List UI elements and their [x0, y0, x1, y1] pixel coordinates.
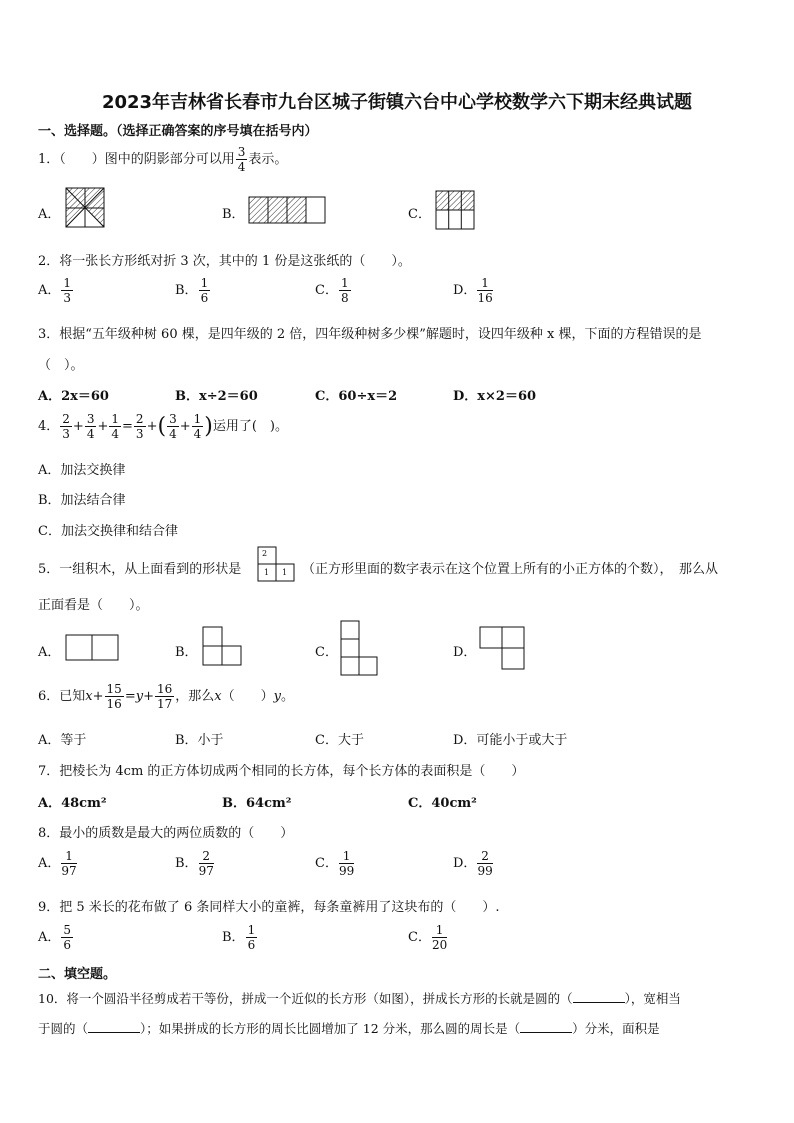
question-4: 4． $\frac{2}{3}$ + $\frac{3}{4}$ + $\frac{1}{4}$ = $\frac{2}{3}$ +( $\frac{3}{4}$ + $\frac{1}{4}$ )运用了( )。	[38, 412, 288, 441]
q1-figure-b	[249, 197, 325, 223]
q5-grid-number: 2	[262, 549, 268, 558]
q5-option-c[interactable]: C．	[315, 645, 338, 660]
q8-option-b[interactable]: B． $\frac{2}{97}$	[175, 849, 214, 878]
q7-option-a[interactable]: A．48cm²	[38, 796, 107, 811]
q4-option-a[interactable]: A．加法交换律	[38, 463, 126, 478]
q1-suffix: 表示。	[248, 152, 288, 167]
question-3-line2: （ ）。	[38, 358, 84, 373]
q8-option-d[interactable]: D． $\frac{2}{99}$	[453, 849, 493, 878]
q6-option-c[interactable]: C．大于	[315, 733, 364, 748]
q3-option-a[interactable]: A．2x＝60	[38, 389, 109, 404]
q4-option-b[interactable]: B．加法结合律	[38, 493, 126, 508]
q7-option-c[interactable]: C．40cm²	[408, 796, 477, 811]
q4-option-c[interactable]: C．加法交换律和结合律	[38, 524, 178, 539]
q7-option-b[interactable]: B．64cm²	[222, 796, 292, 811]
q3-option-d[interactable]: D．x×2＝60	[453, 389, 537, 404]
q8-option-c[interactable]: C． $\frac{1}{99}$	[315, 849, 355, 878]
q5-figure-c	[341, 621, 377, 675]
question-6: 6．已知x+ $\frac{15}{16}$ =y+ $\frac{16}{17}$ ，那么x（ ）y。	[38, 682, 295, 711]
q1-option-b[interactable]: B．	[222, 207, 245, 222]
q10-blank-2[interactable]	[88, 1020, 140, 1033]
question-10-line1: 10．将一个圆沿半径剪成若干等份，拼成一个近似的长方形（如图），拼成长方形的长就是圆的（ ），宽相当	[38, 991, 681, 1006]
q2-option-a[interactable]: A． $\frac{1}{3}$	[38, 276, 72, 305]
q5-option-a[interactable]: A．	[38, 645, 61, 660]
q9-option-a[interactable]: A． $\frac{5}{6}$	[38, 923, 72, 952]
q5-figure-b	[203, 627, 241, 665]
question-5-suffix: （正方形里面的数字表示在这个位置上所有的小正方体的个数）， 那么从	[302, 562, 719, 577]
q5-figure-d	[480, 627, 524, 669]
q3-option-b[interactable]: B．x÷2＝60	[175, 389, 258, 404]
question-2: 2．将一张长方形纸对折 3 次，其中的 1 份是这张纸的（ ）。	[38, 254, 411, 269]
q1-figure-a	[66, 188, 104, 227]
q1-fraction: $\frac{3}{4}$	[237, 145, 246, 174]
q1-figure-c	[436, 191, 474, 229]
q6-option-a[interactable]: A．等于	[38, 733, 87, 748]
q5-option-b[interactable]: B．	[175, 645, 198, 660]
q10-blank-1[interactable]	[573, 990, 625, 1003]
section-heading-choice: 一、选择题。（选择正确答案的序号填在括号内）	[38, 124, 318, 139]
question-5-line2: 正面看是（ ）。	[38, 598, 149, 613]
q1-prefix: 1．（ ）图中的阴影部分可以用	[38, 152, 235, 167]
section-heading-fill: 二、填空题。	[38, 967, 117, 982]
q2-option-c[interactable]: C． $\frac{1}{8}$	[315, 276, 349, 305]
q2-option-b[interactable]: B． $\frac{1}{6}$	[175, 276, 209, 305]
q5-grid-number: 1	[282, 568, 288, 577]
q1-option-c[interactable]: C．	[408, 207, 431, 222]
q6-option-b[interactable]: B．小于	[175, 733, 224, 748]
q1-option-a[interactable]: A．	[38, 207, 61, 222]
q5-figure-a	[66, 635, 118, 660]
question-9: 9．把 5 米长的花布做了 6 条同样大小的童裤，每条童裤用了这块布的（ ）.	[38, 900, 500, 915]
question-3-line1: 3．根据“五年级种树 60 棵，是四年级的 2 倍，四年级种树多少棵”解题时，设四年级种 x 棵，下面的方程错误的是	[38, 327, 702, 342]
q9-option-b[interactable]: B． $\frac{1}{6}$	[222, 923, 256, 952]
q9-option-c[interactable]: C． $\frac{1}{20}$	[408, 923, 448, 952]
q2-option-d[interactable]: D． $\frac{1}{16}$	[453, 276, 493, 305]
q5-option-d[interactable]: D．	[453, 645, 477, 660]
question-8: 8．最小的质数是最大的两位质数的（ ）	[38, 826, 294, 841]
q3-option-c[interactable]: C．60÷x＝2	[315, 389, 398, 404]
q5-grid-number: 1	[264, 568, 270, 577]
q10-blank-3[interactable]	[520, 1020, 572, 1033]
question-5-prefix: 5．一组积木，从上面看到的形状是	[38, 562, 242, 577]
question-10-line2: 于圆的（ ）；如果拼成的长方形的周长比圆增加了 12 分米，那么圆的周长是（ ）分米，面积是	[38, 1021, 660, 1036]
question-7: 7．把棱长为 4cm 的正方体切成两个相同的长方体，每个长方体的表面积是（ ）	[38, 764, 525, 779]
q8-option-a[interactable]: A． $\frac{1}{97}$	[38, 849, 77, 878]
page-title: 2023年吉林省长春市九台区城子街镇六台中心学校数学六下期末经典试题	[101, 92, 693, 113]
q6-option-d[interactable]: D．可能小于或大于	[453, 733, 568, 748]
